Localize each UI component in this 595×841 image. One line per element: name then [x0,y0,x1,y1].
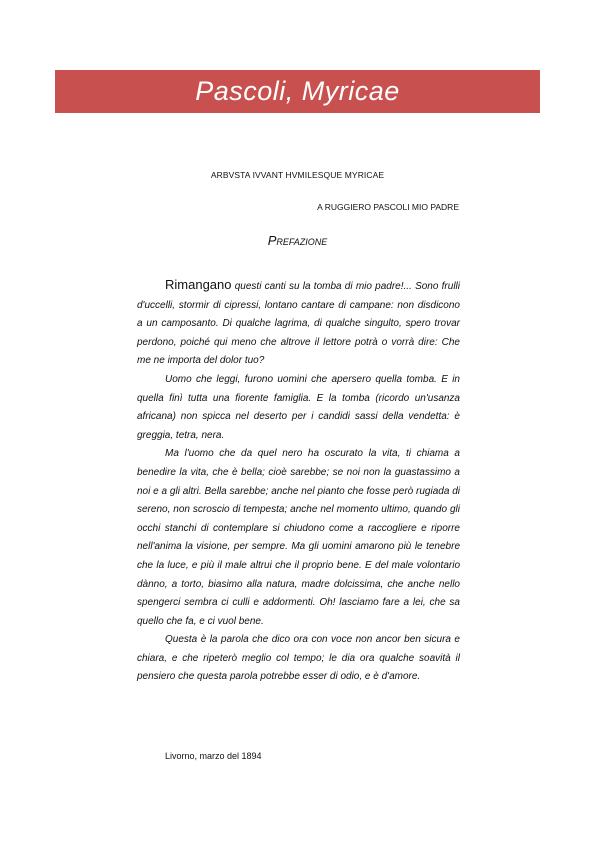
paragraph-1-lead-word: Rimangano [165,277,232,292]
paragraph-1 [137,276,460,371]
paragraph-3: Ma l'uomo che da quel nero ha oscurato la vita, ti chiama a benedire la vita, che è bella; cioè sarebbe; se noi non la guastassimo a noi e a gli altri. Bella sarebbe; anche nel pianto che fosse però rugiada di sereno, non scroscio di tempesta; anche nel momento ultimo, quando gli occhi stanchi di contemplare si chiudono come a raccogliere e riporre nell'anima la visione, per sempre. Ma gli uomini amarono più le tenebre che la luce, e più il male altrui che il proprio bene. E del male volontario dànno, a torto, biasimo alla natura, madre dolcissima, che anche nello spengerci sembra ci culli e addormenti. Oh! lasciamo fare a lei, che sa quello che fa, e ci vuol bene. [137,448,460,627]
paragraph-4: Questa è la parola che dico ora con voce non ancor ben sicura e chiara, e che ripeterò meglio col tempo; le dia ora qualche soavità il pensiero che questa parola potrebbe esser di odio, e è d'amore. [137,634,460,683]
title-banner [55,70,540,113]
signature-date: Livorno, marzo del 1894 [165,751,262,761]
section-heading: Prefazione [267,233,328,248]
paragraph-1-text: questi canti su la tomba di mio padre!... Sono frulli d'uccelli, stormir di cipressi, lontano cantare di campane: non disdicono a un camposanto. Di qualche lagrima, di qualche singulto, spero trovar perdono, poiché qui meno che altrove il lettore potrà o vorrà dire: Che me ne importa del dolor tuo? [137,281,460,367]
preface-body [137,276,460,687]
paragraph-2: Uomo che leggi, furono uomini che apersero quella tomba. E in quella finì tutta una fiorente famiglia. E la tomba (ricordo un'usanza africana) non spicca nel deserto per i candidi sassi della vendetta: è greggia, tetra, nera. [137,373,460,441]
page-title: Pascoli, Myricae [195,76,400,106]
epigraph: ARBVSTA IVVANT HVMILESQUE MYRICAE [210,170,385,180]
dedication: A RUGGIERO PASCOLI MIO PADRE [317,202,459,212]
